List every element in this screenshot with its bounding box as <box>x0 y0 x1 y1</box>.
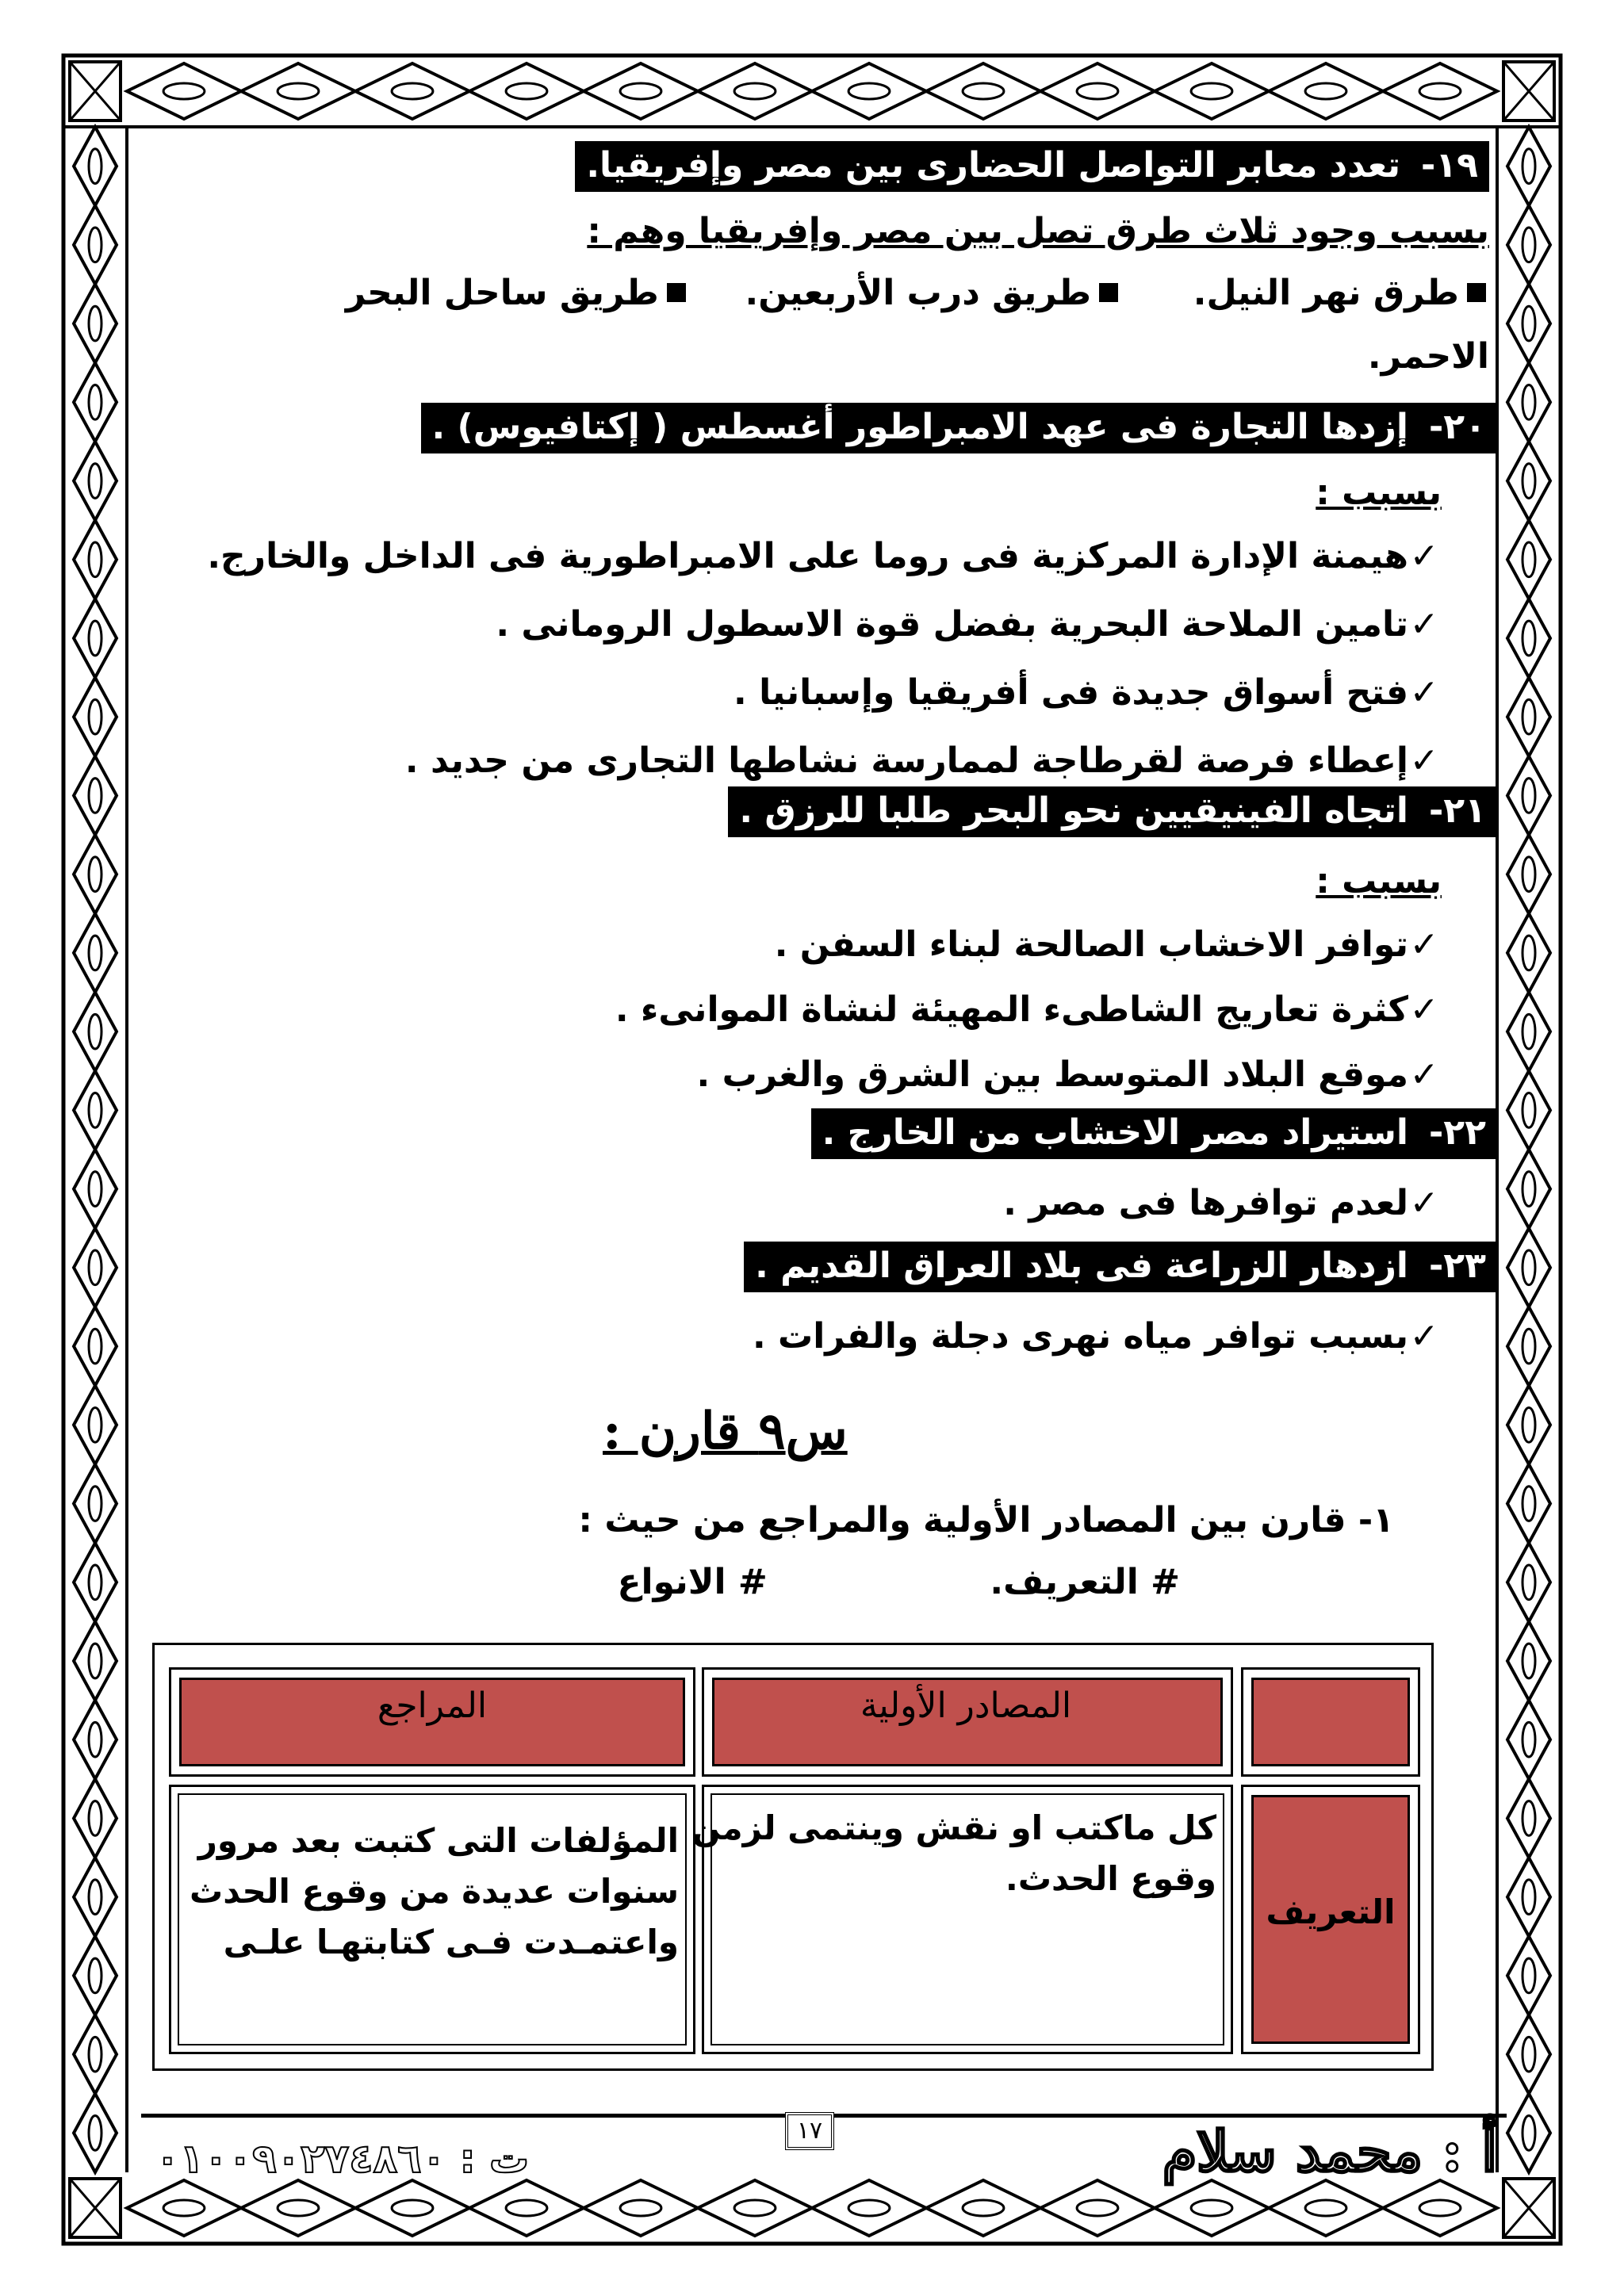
header-references: المراجع <box>377 1686 488 1726</box>
comparison-table <box>152 1643 1434 2071</box>
header-primary-sources: المصادر الأولية <box>860 1686 1072 1726</box>
check-icon: ✓ <box>1409 536 1439 576</box>
q19-routes-cont: الاحمر. <box>1367 336 1489 377</box>
page-number: ١٧ <box>796 2117 823 2145</box>
q19-number: ١٩- <box>1421 145 1478 186</box>
check-icon: ✓ <box>1409 1183 1439 1223</box>
check-icon: ✓ <box>1409 989 1439 1030</box>
q22-header <box>811 1108 1497 1159</box>
q21-reason-label: بسبب : <box>1316 861 1442 901</box>
q20-title: إزدها التجارة فى عهد الامبراطور أغسطس ( إكتافيوس) . <box>431 407 1409 447</box>
primary-definition-text: كل ماكتب او نقش وينتمى لزمن وقوع الحدث. <box>691 1808 1216 1898</box>
q21-header <box>728 786 1497 837</box>
check-icon: ✓ <box>1409 924 1439 965</box>
q19-routes: طرق نهر النيل. طريق درب الأربعين. طريق ساحل البحر <box>346 270 1489 317</box>
q20-reason-label: بسبب : <box>1316 473 1442 513</box>
section-title: س٩ قارن : <box>603 1402 848 1461</box>
q19-title: تعدد معابر التواصل الحضارى بين مصر وإفريقيا. <box>586 145 1401 186</box>
check-icon: ✓ <box>1409 604 1439 645</box>
q19-header <box>575 141 1489 192</box>
q19-reason: بسبب وجود ثلاث طرق تصل بين مصر وإفريقيا وهم : <box>587 211 1489 251</box>
header-cell-empty <box>1241 1667 1420 1777</box>
criteria-definition: # التعريف. <box>990 1562 1180 1602</box>
row-label-definition: التعريف <box>1266 1892 1396 1931</box>
q21-item: ✓كثرة تعاريج الشاطىء المهيئة لنشاة الموانىء . <box>615 986 1440 1034</box>
references-definition-text: المؤلفات التى كتبت بعد مرور سنوات عديدة من وقوع الحدث واعتمـدت فـى كتابتهـا علـى <box>190 1821 679 1961</box>
q20-item: ✓إعطاء فرصة لقرطاجة لممارسة نشاطها التجارى من جديد . <box>405 737 1440 785</box>
q21-item: ✓توافر الاخشاب الصالحة لبناء السفن . <box>775 921 1440 969</box>
q21-item: ✓موقع البلاد المتوسط بين الشرق والغرب . <box>697 1051 1440 1099</box>
primary-definition-cell <box>691 1785 1233 2054</box>
header-cell-references <box>169 1667 695 1777</box>
q20-header <box>421 403 1498 453</box>
q20-item: ✓هيمنة الإدارة المركزية فى روما على الامبراطورية فى الداخل والخارج. <box>207 533 1440 580</box>
footer-author: أ : محمد سلام <box>1162 2118 1497 2184</box>
criteria-types: # الانواع <box>617 1562 768 1602</box>
section-question: ١- قارن بين المصادر الأولية والمراجع من حيث : <box>578 1500 1394 1540</box>
square-bullet-icon <box>667 283 686 302</box>
q23-number: ٢٣- <box>1429 1246 1486 1286</box>
q23-item: ✓بسبب توافر مياه نهرى دجلة والفرات . <box>753 1313 1440 1360</box>
q22-number: ٢٢- <box>1429 1112 1486 1153</box>
q21-title: اتجاه الفينيقيين نحو البحر طلبا للرزق . <box>739 790 1409 831</box>
square-bullet-icon <box>1099 283 1118 302</box>
page-number-box <box>785 2112 834 2150</box>
header-cell-primary <box>702 1667 1233 1777</box>
q22-item: ✓لعدم توافرها فى مصر . <box>1003 1180 1440 1227</box>
q23-header <box>744 1242 1497 1292</box>
q20-item: ✓فتح أسواق جديدة فى أفريقيا وإسبانيا . <box>733 669 1440 717</box>
q23-title: ازدهار الزراعة فى بلاد العراق القديم . <box>755 1246 1409 1286</box>
q21-number: ٢١- <box>1429 790 1486 831</box>
row-label-cell <box>1241 1785 1420 2054</box>
q20-number: ٢٠- <box>1429 407 1486 447</box>
q20-item: ✓تامين الملاحة البحرية بفضل قوة الاسطول الرومانى . <box>496 601 1440 649</box>
square-bullet-icon <box>1467 283 1486 302</box>
q22-title: استيراد مصر الاخشاب من الخارج . <box>822 1112 1409 1153</box>
references-definition-cell <box>169 1785 695 2054</box>
check-icon: ✓ <box>1409 1316 1439 1357</box>
check-icon: ✓ <box>1409 672 1439 713</box>
check-icon: ✓ <box>1409 1054 1439 1095</box>
check-icon: ✓ <box>1409 740 1439 781</box>
footer-phone: ت : ٠١٠٠٩٠٢٧٤٨٦٠ <box>155 2136 530 2182</box>
section-criteria <box>617 1559 1180 1606</box>
